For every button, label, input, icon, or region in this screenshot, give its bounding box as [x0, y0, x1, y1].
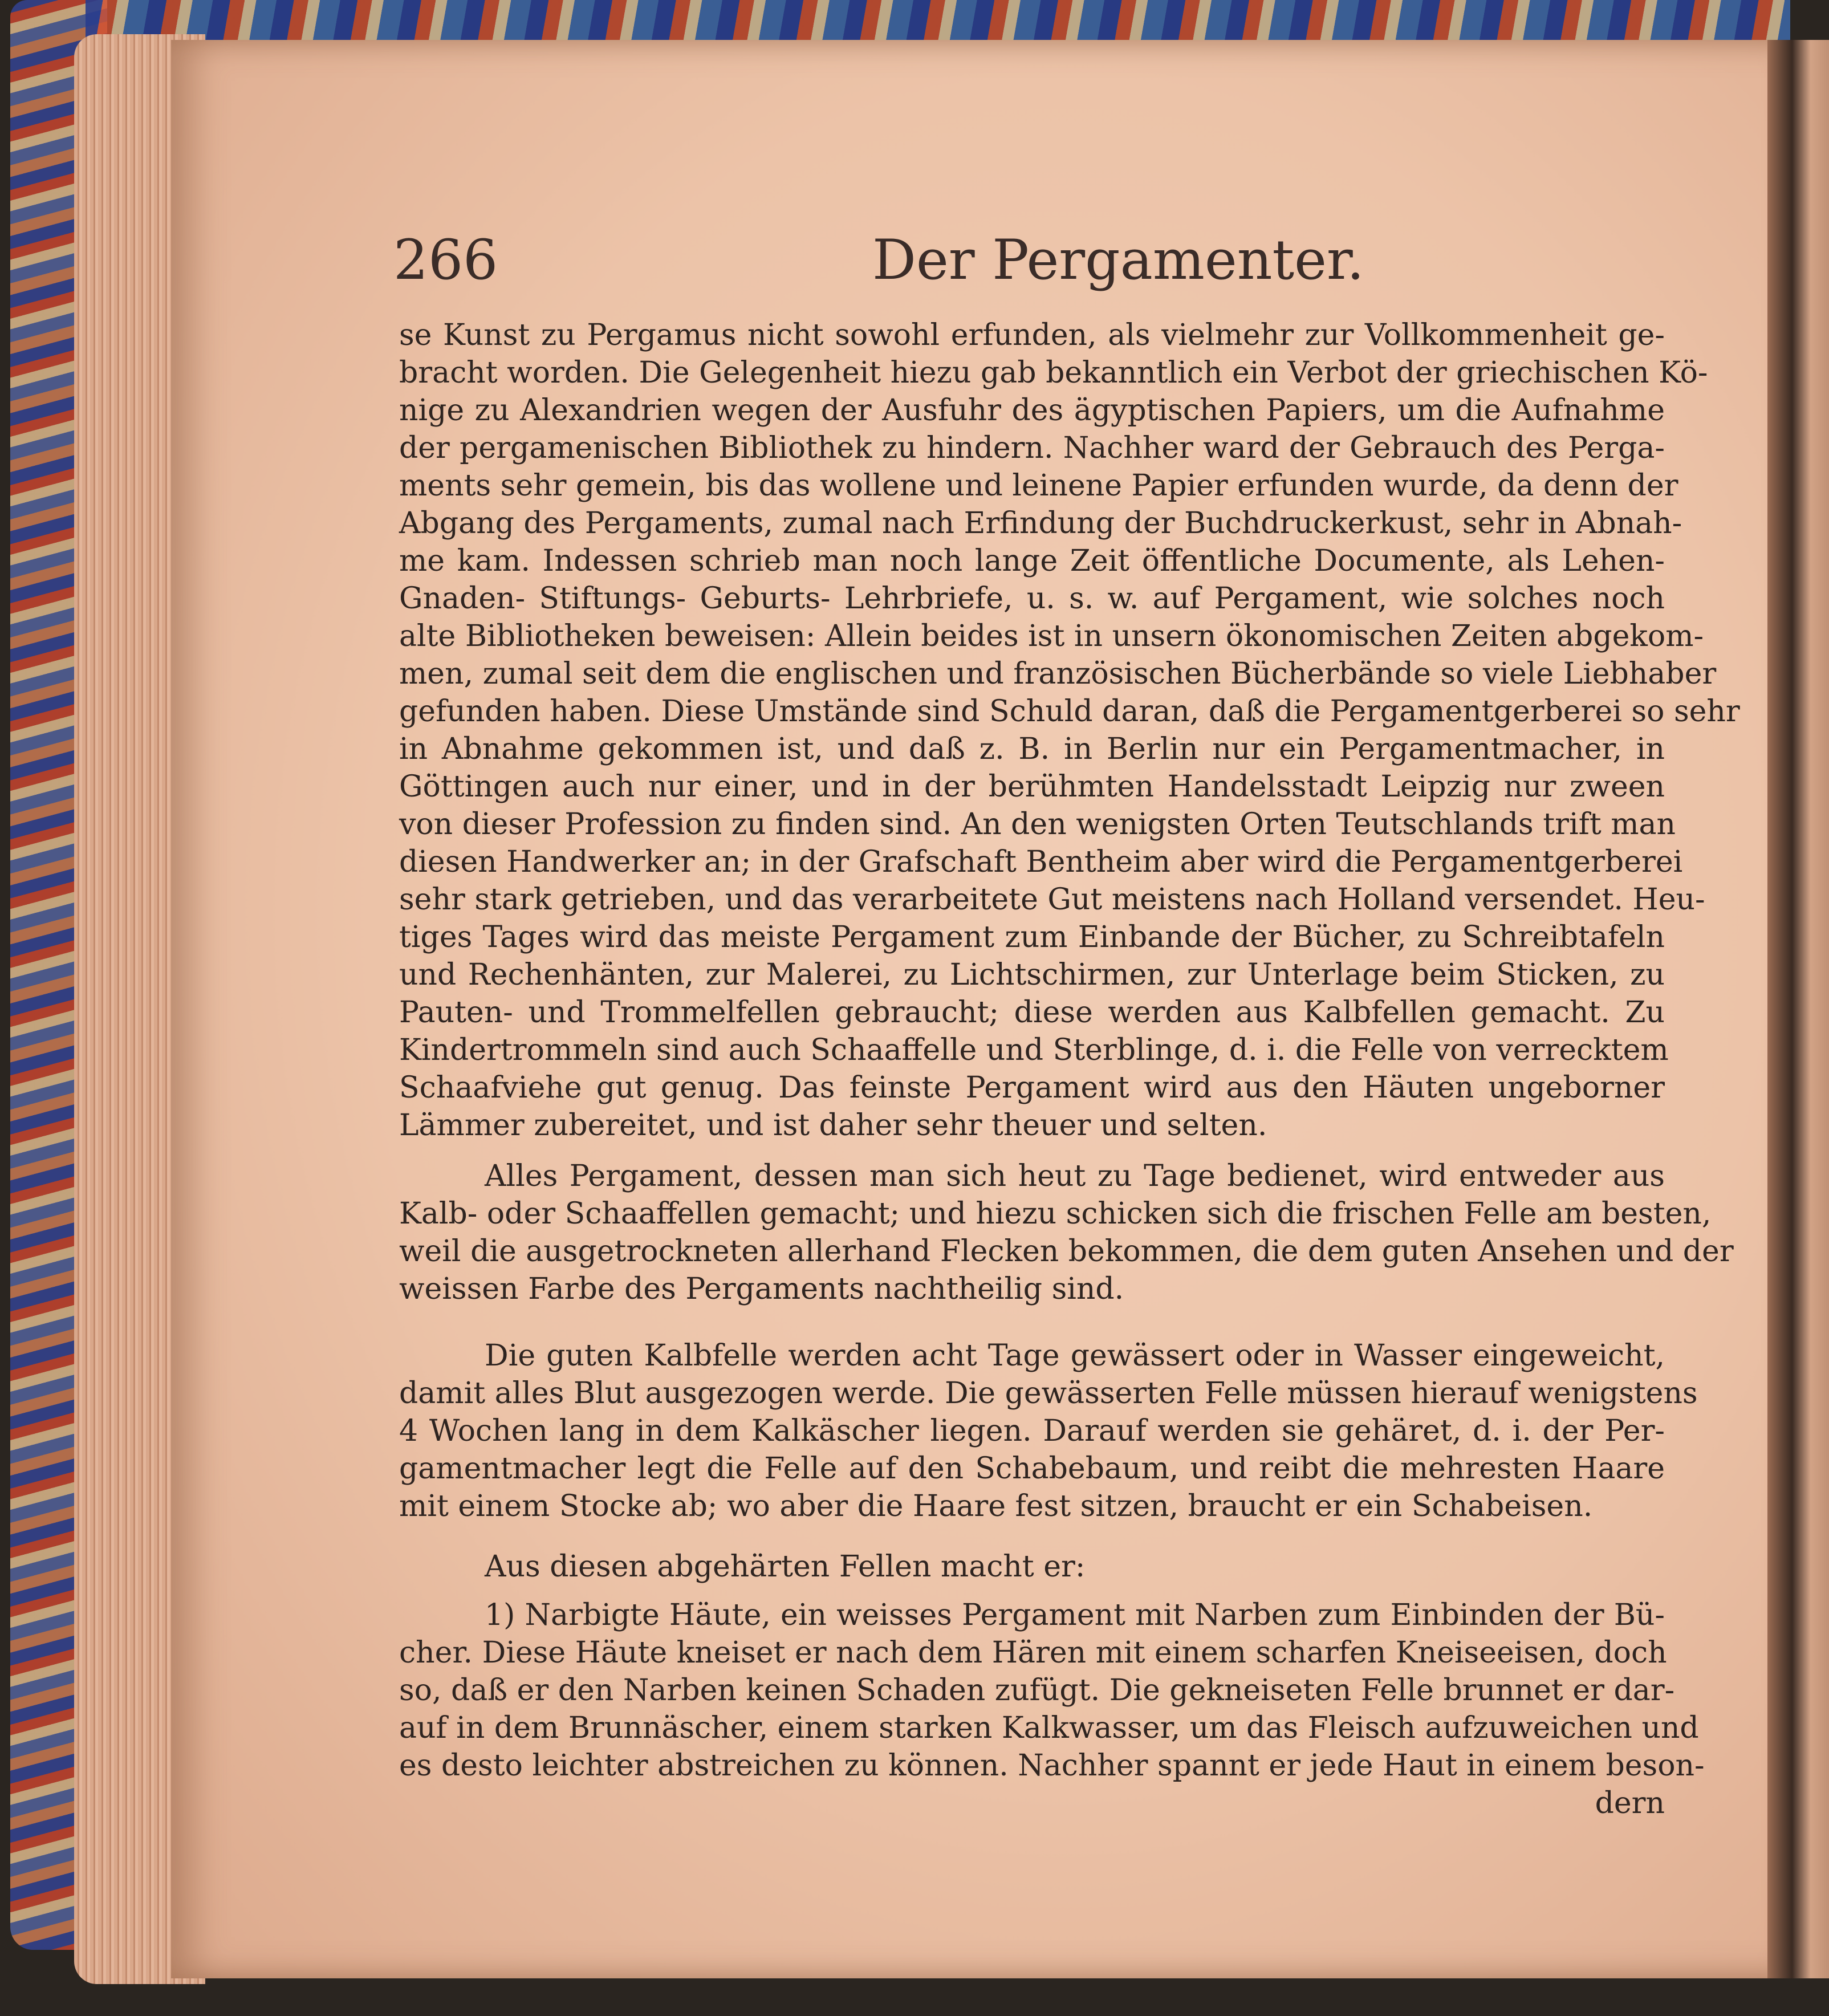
- text-line: sehr stark getrieben, und das verarbeitete Gut meistens nach Holland versendet. Heu-: [399, 883, 1705, 917]
- text-line: 4 Wochen lang in dem Kalkäscher liegen. Darauf werden sie gehäret, d. i. der Per-: [399, 1414, 1665, 1448]
- text-line: so, daß er den Narben keinen Schaden zufügt. Die gekneiseten Felle brunnet er dar-: [399, 1673, 1675, 1708]
- catchword: dern: [1595, 1786, 1665, 1820]
- paragraph-3: [399, 1337, 1698, 1525]
- text-line: mit einem Stocke ab; wo aber die Haare fest sitzen, braucht er ein Schabeisen.: [399, 1489, 1593, 1523]
- text-line: se Kunst zu Pergamus nicht sowohl erfunden, als vielmehr zur Vollkommenheit ge-: [399, 318, 1665, 352]
- paragraph-5: [399, 1596, 1705, 1822]
- text-line: Kalb- oder Schaaffellen gemacht; und hiezu schicken sich die frischen Felle am besten,: [399, 1197, 1712, 1231]
- marbled-edge-top: [86, 0, 1790, 40]
- text-line: Alles Pergament, dessen man sich heut zu Tage bedienet, wird entweder aus: [485, 1159, 1665, 1193]
- text-line: in Abnahme gekommen ist, und daß z. B. in Berlin nur ein Pergamentmacher, in: [399, 732, 1665, 766]
- text-line: Abgang des Pergaments, zumal nach Erfindung der Buchdruckerkust, sehr in Abnah-: [399, 506, 1682, 540]
- text-line: gefunden haben. Diese Umstände sind Schuld daran, daß die Pergamentgerberei so sehr: [399, 694, 1740, 729]
- text-line: Die guten Kalbfelle werden acht Tage gewässert oder in Wasser eingeweicht,: [485, 1339, 1665, 1373]
- text-line: es desto leichter abstreichen zu können. Nachher spannt er jede Haut in einem beson-: [399, 1749, 1705, 1783]
- text-line: auf in dem Brunnäscher, einem starken Kalkwasser, um das Fleisch aufzuweichen und: [399, 1711, 1699, 1745]
- paragraph-4: [399, 1548, 1665, 1586]
- text-line: ments sehr gemein, bis das wollene und leinene Papier erfunden wurde, da denn der: [399, 469, 1678, 503]
- text-line: weil die ausgetrockneten allerhand Flecken bekommen, die dem guten Ansehen und der: [399, 1234, 1734, 1269]
- page-number: 266: [393, 228, 498, 292]
- paragraph-1: [399, 316, 1740, 1144]
- text-line: alte Bibliotheken beweisen: Allein beides ist in unsern ökonomischen Zeiten abgekom-: [399, 619, 1704, 653]
- text-line: und Rechenhänten, zur Malerei, zu Lichtschirmen, zur Unterlage beim Sticken, zu: [399, 958, 1665, 992]
- text-line: cher. Diese Häute kneiset er nach dem Hären mit einem scharfen Kneiseeisen, doch: [399, 1636, 1667, 1670]
- text-line: me kam. Indessen schrieb man noch lange Zeit öffentliche Documente, als Lehen-: [399, 544, 1665, 578]
- text-line: gamentmacher legt die Felle auf den Schabebaum, und reibt die mehresten Haare: [399, 1452, 1665, 1486]
- text-line: bracht worden. Die Gelegenheit hiezu gab bekanntlich ein Verbot der griechischen Kö-: [399, 356, 1708, 390]
- text-line: der pergamenischen Bibliothek zu hindern. Nachher ward der Gebrauch des Perga-: [399, 431, 1665, 465]
- text-line: Gnaden- Stiftungs- Geburts- Lehrbriefe, u. s. w. auf Pergament, wie solches noch: [399, 582, 1665, 616]
- text-line: 1) Narbigte Häute, ein weisses Pergament mit Narben zum Einbinden der Bü-: [485, 1598, 1665, 1632]
- text-line: weissen Farbe des Pergaments nachtheilig sind.: [399, 1272, 1124, 1306]
- text-line: Lämmer zubereitet, und ist daher sehr theuer und selten.: [399, 1108, 1267, 1143]
- text-line: Göttingen auch nur einer, und in der berühmten Handelsstadt Leipzig nur zween: [399, 770, 1665, 804]
- text-line: men, zumal seit dem die englischen und französischen Bücherbände so viele Liebhaber: [399, 657, 1717, 691]
- text-line: tiges Tages wird das meiste Pergament zum Einbande der Bücher, zu Schreibtafeln: [399, 920, 1665, 954]
- text-line: Schaafviehe gut genug. Das feinste Pergament wird aus den Häuten ungeborner: [399, 1071, 1665, 1105]
- paragraph-2: [399, 1157, 1734, 1308]
- text-line: damit alles Blut ausgezogen werde. Die gewässerten Felle müssen hierauf wenigstens: [399, 1376, 1698, 1411]
- text-line: diesen Handwerker an; in der Grafschaft Bentheim aber wird die Pergamentgerberei: [399, 845, 1683, 879]
- text-line: Pauten- und Trommelfellen gebraucht; diese werden aus Kalbfellen gemacht. Zu: [399, 995, 1665, 1030]
- book-gutter: [1767, 40, 1829, 1978]
- text-line: Aus diesen abgehärten Fellen macht er:: [485, 1550, 1086, 1584]
- running-head: Der Pergamenter.: [872, 228, 1364, 292]
- text-line: nige zu Alexandrien wegen der Ausfuhr des ägyptischen Papiers, um die Aufnahme: [399, 393, 1665, 428]
- page-header: [393, 228, 1364, 296]
- text-line: von dieser Profession zu finden sind. An den wenigsten Orten Teutschlands trift man: [399, 807, 1676, 842]
- text-line: Kindertrommeln sind auch Schaaffelle und Sterblinge, d. i. die Felle von verrecktem: [399, 1033, 1669, 1067]
